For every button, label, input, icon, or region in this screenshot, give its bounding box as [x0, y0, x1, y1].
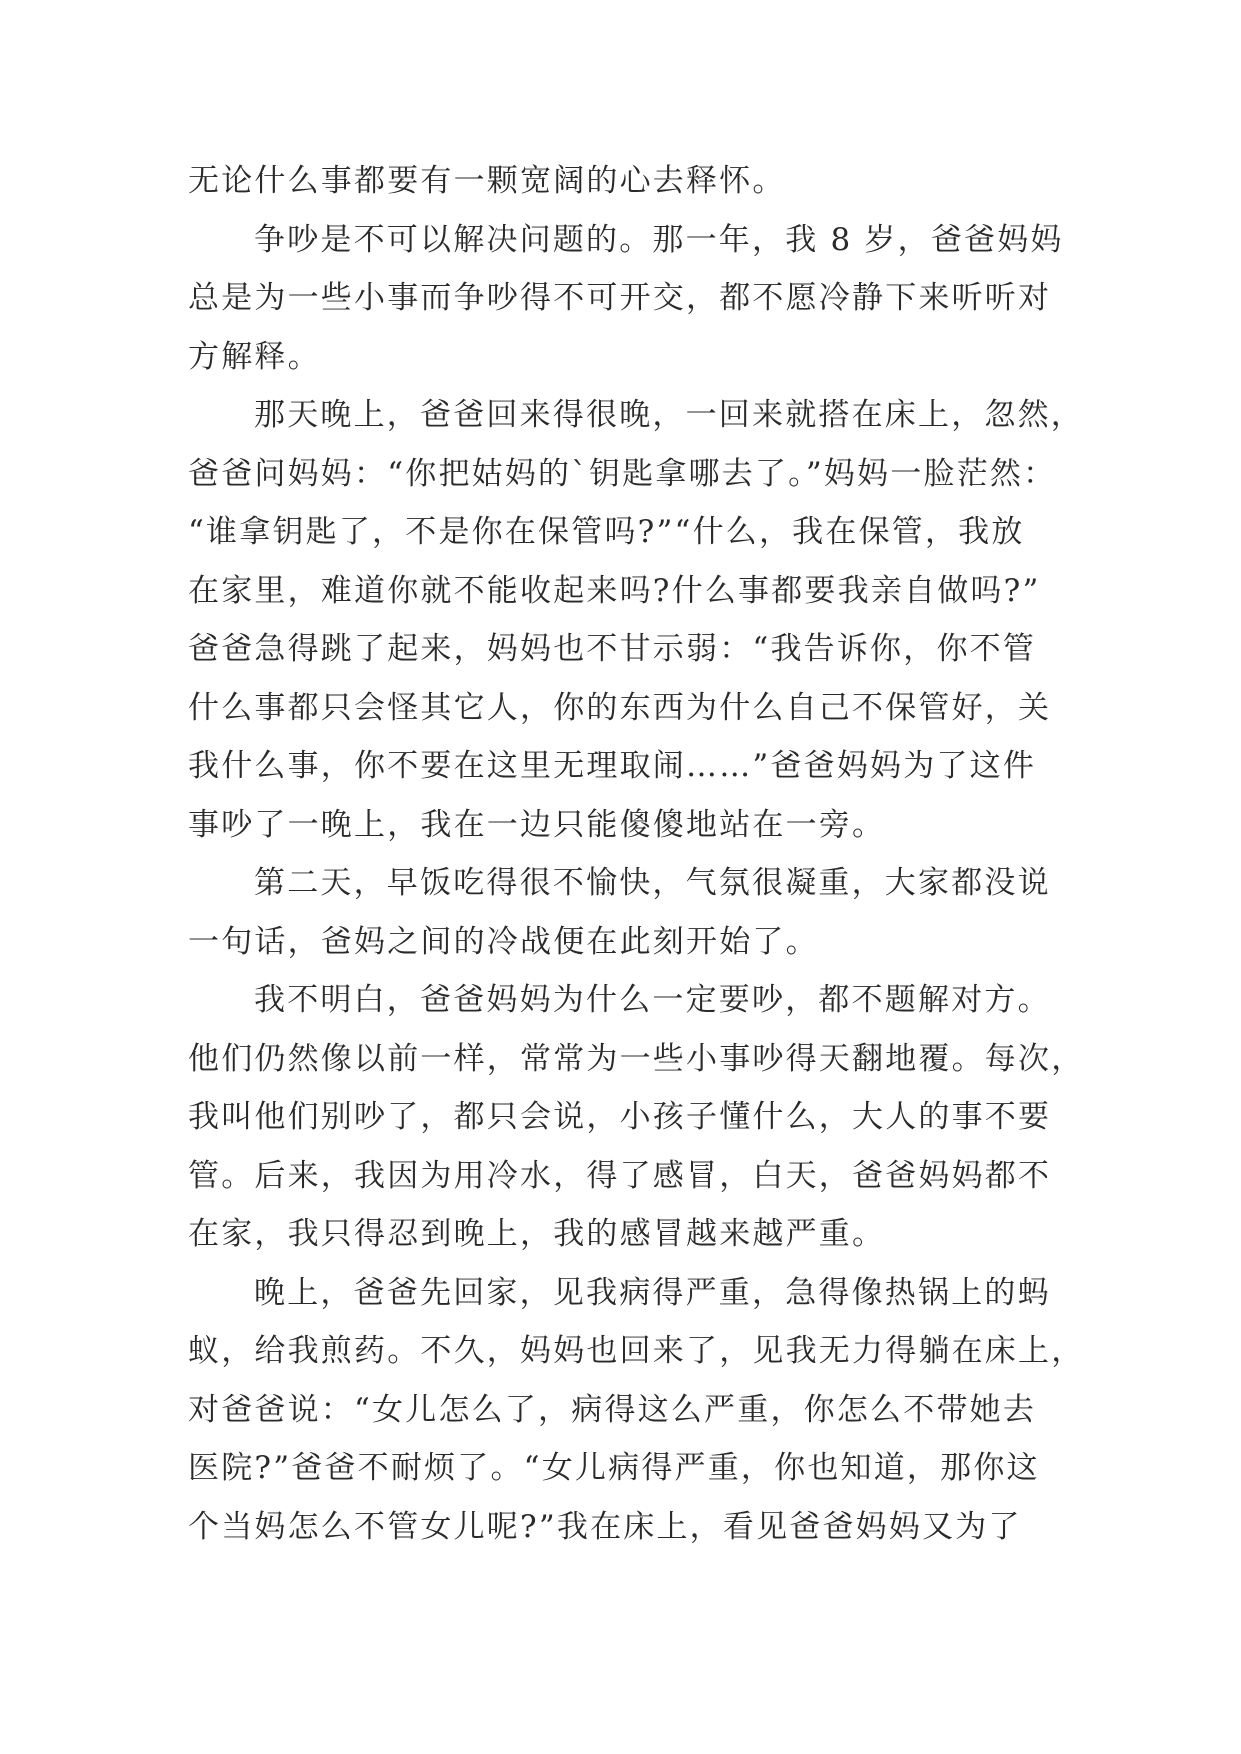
text-line: 我什么事，你不要在这里无理取闹……”爸爸妈妈为了这件	[188, 748, 1037, 784]
text-line: 爸爸问妈妈：“你把姑妈的`钥匙拿哪去了。”妈妈一脸茫然：	[188, 455, 1057, 492]
text-line: 总是为一些小事而争吵得不可开交，都不愿冷静下来听听对	[188, 280, 1052, 316]
text-line: 我叫他们别吵了，都只会说，小孩子懂什么，大人的事不要	[188, 1099, 1052, 1135]
text-line: 他们仍然像以前一样，常常为一些小事吵得天翻地覆。每次，	[188, 1040, 1085, 1077]
text-line: 爸爸急得跳了起来，妈妈也不甘示弱：“我告诉你，你不管	[188, 631, 1037, 667]
text-line: 蚁，给我煎药。不久，妈妈也回来了，见我无力得躺在床上，	[188, 1333, 1085, 1369]
text-line: 第二天，早饭吃得很不愉快，气氛很凝重，大家都没说	[254, 865, 1051, 901]
text-line: 医院?”爸爸不耐烦了。“女儿病得严重，你也知道，那你这	[188, 1450, 1040, 1486]
text-line: 管。后来，我因为用冷水，得了感冒，白天，爸爸妈妈都不	[188, 1157, 1052, 1194]
text-line: 那天晚上，爸爸回来得很晚，一回来就搭在床上，忽然，	[254, 397, 1084, 433]
document-body	[188, 152, 1085, 1556]
text-line: 个当妈怎么不管女儿呢?”我在床上，看见爸爸妈妈又为了	[188, 1508, 1022, 1545]
text-line: 在家里，难道你就不能收起来吗?什么事都要我亲自做吗?”	[188, 572, 1041, 609]
text-line: 在家，我只得忍到晚上，我的感冒越来越严重。	[188, 1216, 886, 1252]
text-line: 晚上，爸爸先回家，见我病得严重，急得像热锅上的蚂	[254, 1274, 1051, 1311]
text-line: 无论什么事都要有一颗宽阔的心去释怀。	[188, 163, 786, 199]
text-line: 我不明白，爸爸妈妈为什么一定要吵，都不题解对方。	[254, 982, 1051, 1018]
text-line: 对爸爸说：“女儿怎么了，病得这么严重，你怎么不带她去	[188, 1391, 1037, 1428]
text-line: 方解释。	[188, 338, 321, 375]
text-line: “谁拿钥匙了，不是你在保管吗?”“什么，我在保管，我放	[188, 514, 1025, 550]
text-line: 一句话，爸妈之间的冷战便在此刻开始了。	[188, 923, 819, 960]
text-line: 什么事都只会怪其它人，你的东西为什么自己不保管好，关	[188, 689, 1052, 726]
text-line: 事吵了一晚上，我在一边只能傻傻地站在一旁。	[188, 806, 886, 843]
text-line: 争吵是不可以解决问题的。那一年，我 8 岁，爸爸妈妈	[254, 221, 1064, 258]
